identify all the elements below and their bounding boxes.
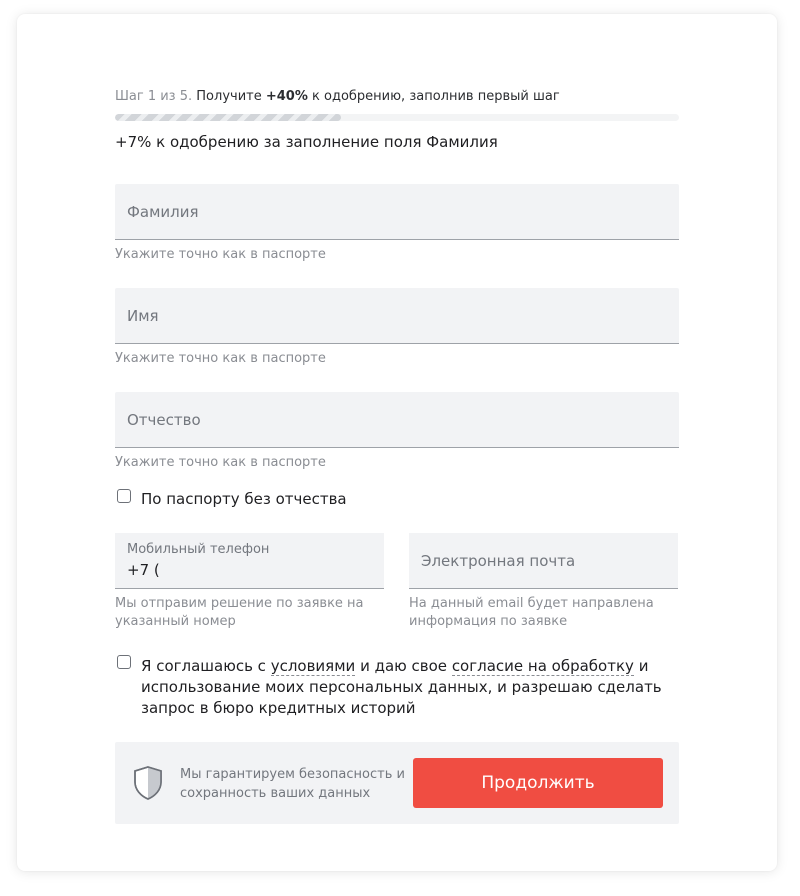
middle-name-input[interactable]	[115, 392, 679, 448]
field-bonus-message: +7% к одобрению за заполнение поля Фамилия	[115, 133, 498, 151]
application-form-card	[17, 14, 777, 871]
consent-part2: и даю свое	[360, 657, 448, 675]
form-footer	[115, 742, 679, 824]
phone-hint: Мы отправим решение по заявке на указанный номер	[115, 596, 364, 629]
step-bonus-before: Получите	[196, 89, 262, 104]
email-input[interactable]	[409, 533, 678, 589]
shield-icon	[133, 766, 163, 800]
last-name-placeholder: Фамилия	[127, 203, 199, 221]
phone-input[interactable]	[115, 533, 384, 589]
consent-part3: и использование моих персональных данных, и разрешаю сделать запрос в бюро кредитных историй	[141, 657, 662, 717]
progress-bar-fill	[115, 114, 341, 121]
step-progress-text	[115, 88, 679, 106]
step-bonus-value: +40%	[265, 89, 308, 104]
phone-label: Мобильный телефон	[127, 542, 270, 557]
progress-bar	[115, 114, 679, 121]
consent-checkbox[interactable]	[117, 655, 131, 669]
middle-name-placeholder: Отчество	[127, 411, 201, 429]
first-name-input[interactable]	[115, 288, 679, 344]
first-name-hint: Укажите точно как в паспорте	[115, 351, 326, 366]
first-name-placeholder: Имя	[127, 307, 159, 325]
no-middle-name-label[interactable]: По паспорту без отчества	[141, 490, 347, 508]
no-middle-name-checkbox[interactable]	[117, 489, 131, 503]
step-bonus-after: к одобрению, заполнив первый шаг	[312, 89, 560, 104]
security-guarantee-text: Мы гарантируем безопасность и сохранность ваших данных	[180, 767, 405, 801]
terms-link[interactable]: условиями	[270, 657, 356, 675]
email-hint: На данный email будет направлена информация по заявке	[409, 596, 654, 629]
consent-part1: Я соглашаюсь с	[141, 657, 266, 675]
middle-name-hint: Укажите точно как в паспорте	[115, 455, 326, 470]
data-processing-consent-link[interactable]: согласие на обработку	[451, 657, 634, 675]
last-name-hint: Укажите точно как в паспорте	[115, 247, 326, 262]
continue-button[interactable]: Продолжить	[413, 758, 663, 808]
last-name-input[interactable]	[115, 184, 679, 240]
email-placeholder: Электронная почта	[421, 552, 576, 570]
consent-text	[141, 656, 681, 719]
phone-value: +7 (	[127, 561, 160, 579]
step-counter: Шаг 1 из 5.	[115, 89, 193, 104]
